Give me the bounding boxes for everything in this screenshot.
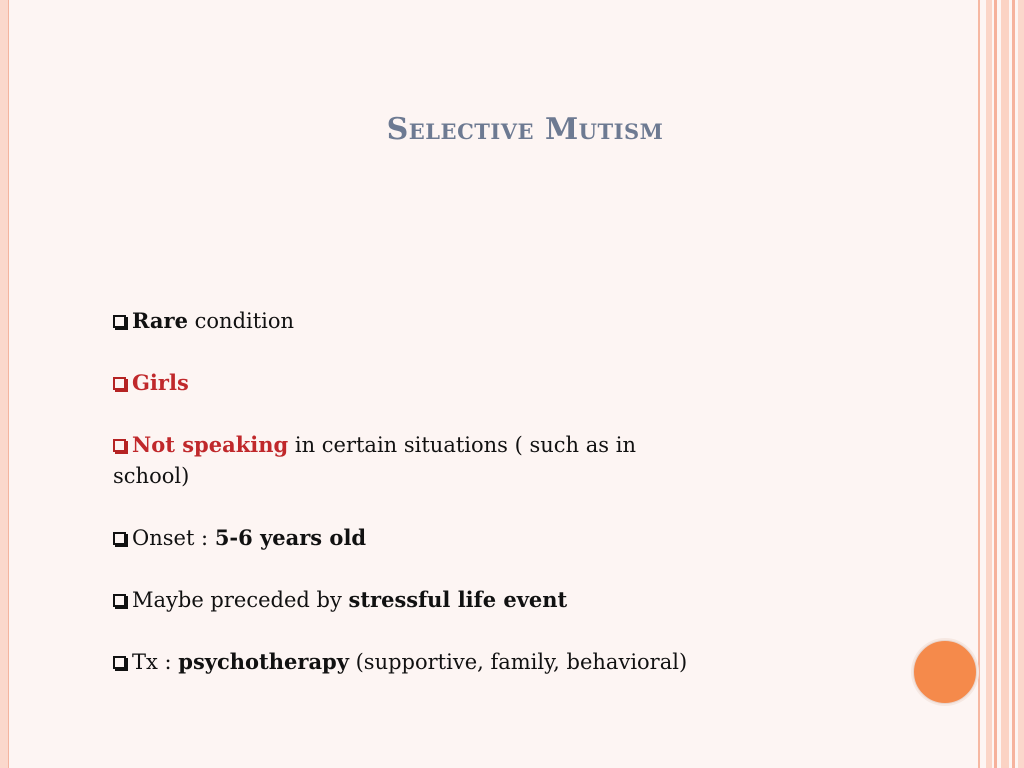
bullet-prefix-text: Tx : [132, 650, 179, 674]
checkbox-bullet-icon [113, 532, 126, 545]
bullet-bold-text: psychotherapy [178, 649, 349, 674]
right-stripe [1012, 0, 1015, 768]
right-stripe [986, 0, 992, 768]
checkbox-bullet-icon [113, 315, 126, 328]
left-border-decoration [0, 0, 9, 768]
checkbox-bullet-icon [113, 656, 126, 669]
bullet-bold-text: 5-6 years old [214, 525, 367, 550]
bullet-item [113, 367, 713, 399]
bullet-prefix-text: Maybe preceded by [132, 588, 349, 612]
right-stripe [978, 0, 980, 768]
bullet-bold-text: Rare [132, 308, 188, 333]
bullet-bold-text: stressful life event [348, 587, 568, 612]
orange-circle-decoration [913, 640, 977, 704]
bullet-item [113, 522, 713, 554]
right-stripe [994, 0, 997, 768]
bullet-text: (supportive, family, behavioral) [348, 650, 688, 674]
right-stripe [1001, 0, 1009, 768]
bullet-item [113, 584, 713, 616]
checkbox-bullet-icon [113, 439, 126, 452]
bullet-bold-text: Not speaking [132, 432, 289, 457]
right-stripe [1018, 0, 1024, 768]
checkbox-bullet-icon [113, 377, 126, 390]
bullet-item [113, 305, 713, 337]
bullet-item [113, 646, 713, 678]
slide-title: Selective Mutism [386, 112, 664, 147]
checkbox-bullet-icon [113, 594, 126, 607]
bullet-bold-text: Girls [132, 370, 189, 395]
bullet-list [113, 305, 713, 708]
bullet-text: condition [187, 309, 295, 333]
bullet-item [113, 429, 713, 492]
bullet-text: in certain situations ( such as in school) [113, 433, 636, 488]
bullet-prefix-text: Onset : [132, 526, 215, 550]
